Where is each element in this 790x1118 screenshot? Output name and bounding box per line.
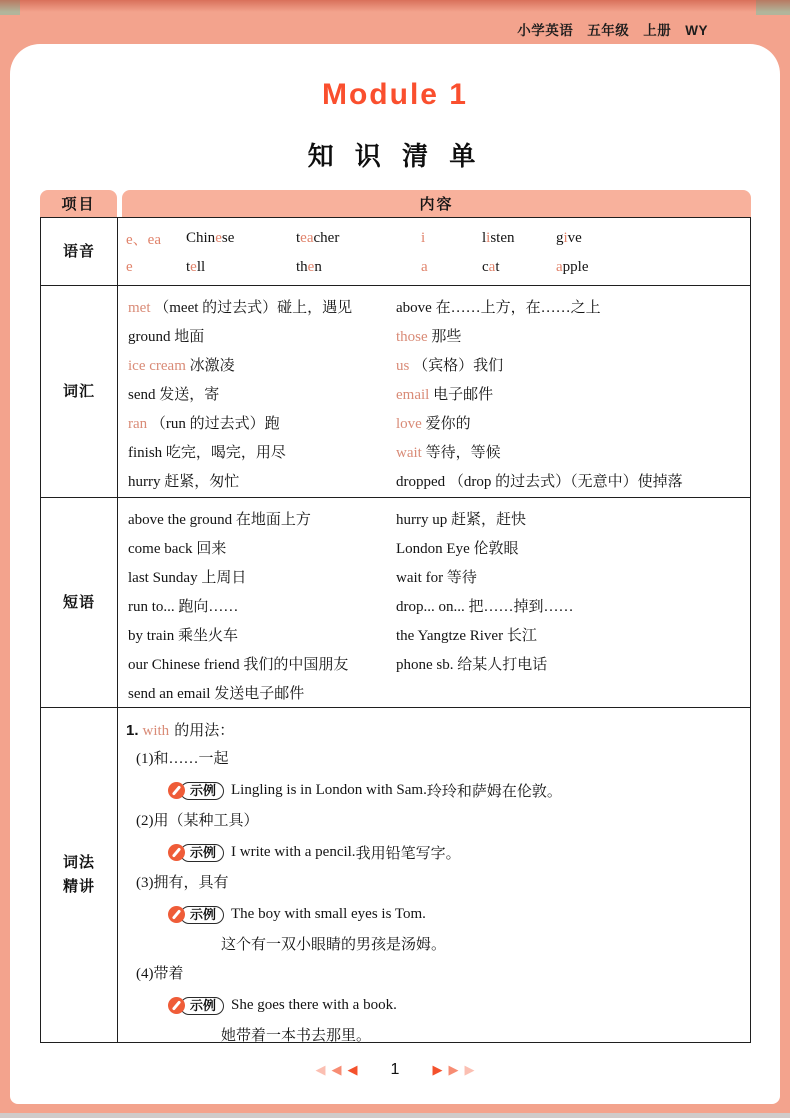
example-chinese: 她带着一本书去那里。 bbox=[221, 1028, 372, 1042]
english-term: email bbox=[396, 387, 430, 403]
page-title: 知 识 清 单 bbox=[307, 141, 483, 171]
book-top-edge bbox=[0, 0, 790, 12]
chinese-gloss: 发送电子邮件 bbox=[210, 686, 305, 702]
highlighted-letter: e bbox=[190, 259, 197, 275]
grammar-subpoint: (3)拥有，具有 bbox=[136, 875, 229, 891]
highlighted-letter: e bbox=[307, 259, 315, 275]
phrase-entry bbox=[396, 564, 750, 593]
chinese-gloss: 等待 bbox=[443, 570, 477, 586]
chinese-gloss: 回来 bbox=[192, 541, 227, 557]
phoneme-label: e bbox=[126, 259, 133, 275]
example-badge bbox=[168, 782, 224, 800]
highlighted-letter: a bbox=[556, 259, 563, 275]
vocab-entry bbox=[128, 410, 396, 439]
vocab-entry bbox=[396, 323, 750, 352]
phrase-entry bbox=[128, 506, 396, 535]
highlighted-letter: e bbox=[215, 230, 222, 246]
phrase-entry bbox=[128, 535, 396, 564]
vocab-entry bbox=[396, 410, 750, 439]
phrase-entry bbox=[396, 593, 750, 622]
table-row-vocab bbox=[41, 285, 750, 497]
english-term: ran bbox=[128, 416, 148, 432]
vocab-entry bbox=[396, 352, 750, 381]
chinese-gloss: 乘坐火车 bbox=[174, 628, 239, 644]
example-badge bbox=[168, 997, 224, 1015]
vocab-entry bbox=[396, 468, 750, 497]
grammar-heading-number: 1. bbox=[126, 722, 139, 739]
english-term: love bbox=[396, 416, 422, 432]
example-line bbox=[168, 898, 750, 931]
phoneme-label: e、ea bbox=[126, 232, 161, 248]
example-badge-label: 示例 bbox=[180, 906, 224, 924]
vocab-entry bbox=[128, 352, 396, 381]
grammar-heading bbox=[126, 716, 750, 745]
phrase-entry bbox=[128, 680, 396, 707]
english-term: above the ground bbox=[128, 512, 233, 528]
prev-arrows-icon bbox=[313, 1060, 361, 1080]
chinese-gloss: 爱你的 bbox=[421, 416, 471, 432]
grammar-content bbox=[118, 708, 750, 1042]
left-triangle-icon: ◀ bbox=[347, 1062, 358, 1077]
phrases-content bbox=[118, 498, 750, 707]
english-term: hurry up bbox=[396, 512, 448, 528]
example-english: I write with a pencil. bbox=[231, 844, 356, 860]
english-term: wait for bbox=[396, 570, 444, 586]
example-badge bbox=[168, 844, 224, 862]
phrase-entry bbox=[128, 651, 396, 680]
english-term: run to... bbox=[128, 599, 175, 615]
english-term: ice cream bbox=[128, 358, 186, 374]
english-term: last Sunday bbox=[128, 570, 198, 586]
vocab-entry bbox=[128, 381, 396, 410]
highlighted-letter: ea bbox=[300, 230, 314, 246]
chinese-gloss: 赶紧，匆忙 bbox=[160, 474, 240, 490]
chinese-gloss: 长江 bbox=[503, 628, 537, 644]
example-badge-label: 示例 bbox=[180, 997, 224, 1015]
english-term: finish bbox=[128, 445, 163, 461]
chinese-gloss: 我们的中国朋友 bbox=[239, 657, 349, 673]
example-badge bbox=[168, 906, 224, 924]
chinese-gloss: 电子邮件 bbox=[429, 387, 494, 403]
phoneme-label: i bbox=[421, 230, 426, 246]
english-term: dropped bbox=[396, 474, 446, 490]
chinese-gloss: （meet 的过去式）碰上，遇见 bbox=[150, 300, 353, 316]
phonics-word: give bbox=[556, 230, 582, 246]
table-row-phonics bbox=[41, 218, 750, 285]
chinese-gloss: 等待，等候 bbox=[421, 445, 501, 461]
chinese-gloss: （宾格）我们 bbox=[409, 358, 504, 374]
vocab-entry bbox=[128, 468, 396, 497]
phonics-word: apple bbox=[556, 259, 589, 275]
phonics-word: cat bbox=[482, 259, 500, 275]
phrase-entry bbox=[128, 622, 396, 651]
example-badge-label: 示例 bbox=[180, 782, 224, 800]
vocab-entry bbox=[396, 294, 750, 323]
english-term: send bbox=[128, 387, 156, 403]
pencil-icon bbox=[168, 844, 185, 861]
table-header-row bbox=[40, 190, 751, 217]
row-label-grammar: 词法 精讲 bbox=[41, 708, 118, 1042]
english-term: wait bbox=[396, 445, 422, 461]
chinese-gloss: （run 的过去式）跑 bbox=[147, 416, 280, 432]
highlighted-letter: i bbox=[563, 230, 568, 246]
phonics-word: then bbox=[296, 259, 322, 275]
phonics-line bbox=[126, 253, 750, 282]
english-term: come back bbox=[128, 541, 193, 557]
grammar-subpoint: (4)带着 bbox=[136, 966, 184, 982]
phrase-entry bbox=[396, 506, 750, 535]
english-term: hurry bbox=[128, 474, 161, 490]
phonics-word: Chinese bbox=[186, 230, 235, 246]
phrase-entry bbox=[128, 593, 396, 622]
example-chinese: 这个有一双小眼睛的男孩是汤姆。 bbox=[221, 937, 447, 953]
module-title: Module 1 bbox=[321, 78, 468, 111]
table-row-grammar bbox=[41, 707, 750, 1042]
english-term: ground bbox=[128, 329, 171, 345]
right-triangle-icon: ▶ bbox=[448, 1062, 459, 1077]
pencil-icon bbox=[168, 906, 185, 923]
vocab-left-column bbox=[128, 294, 396, 497]
chinese-gloss: 吃完，喝完，用尽 bbox=[162, 445, 286, 461]
phrase-entry bbox=[396, 651, 750, 680]
chinese-gloss: 冰激凌 bbox=[185, 358, 235, 374]
chinese-gloss: 在地面上方 bbox=[232, 512, 311, 528]
right-triangle-icon: ▶ bbox=[432, 1062, 443, 1077]
phonics-word: tell bbox=[186, 259, 206, 275]
next-arrows-icon bbox=[429, 1060, 477, 1080]
chinese-gloss: 上周日 bbox=[197, 570, 247, 586]
left-triangle-icon: ◀ bbox=[331, 1062, 342, 1077]
english-term: the Yangtze River bbox=[396, 628, 504, 644]
column-header-content: 内容 bbox=[122, 190, 751, 217]
phrases-right-column bbox=[396, 506, 750, 707]
english-term: above bbox=[396, 300, 432, 316]
vocab-entry bbox=[128, 323, 396, 352]
phrase-entry bbox=[128, 564, 396, 593]
edition-label: 小学英语 五年级 上册 WY bbox=[517, 23, 708, 38]
grammar-heading-text: 的用法： bbox=[174, 723, 235, 739]
vocab-entry bbox=[128, 294, 396, 323]
chinese-gloss: 赶紧，赶快 bbox=[447, 512, 527, 528]
english-term: those bbox=[396, 329, 428, 345]
page bbox=[10, 44, 780, 1104]
example-english: Lingling is in London with Sam. bbox=[231, 782, 427, 798]
highlighted-letter: i bbox=[486, 230, 491, 246]
grammar-subpoint: (1)和……一起 bbox=[136, 751, 229, 767]
english-term: send an email bbox=[128, 686, 211, 702]
row-label-phonics: 语音 bbox=[41, 218, 118, 285]
phrase-entry bbox=[396, 622, 750, 651]
grammar-subpoint: (2)用（某种工具） bbox=[136, 813, 259, 829]
row-label-phrases: 短语 bbox=[41, 498, 118, 707]
row-label-vocab: 词汇 bbox=[41, 286, 118, 497]
english-term: met bbox=[128, 300, 151, 316]
example-line bbox=[168, 774, 750, 807]
phonics-line bbox=[126, 224, 750, 253]
chinese-gloss: 伦敦眼 bbox=[469, 541, 519, 557]
example-chinese: 我用铅笔写字。 bbox=[355, 846, 461, 862]
english-term: London Eye bbox=[396, 541, 470, 557]
phoneme-label: a bbox=[421, 259, 428, 275]
chinese-gloss: 给某人打电话 bbox=[453, 657, 548, 673]
chinese-gloss: 跑向…… bbox=[174, 599, 239, 615]
example-chinese: 玲玲和萨姆在伦敦。 bbox=[426, 784, 562, 800]
english-term: phone sb. bbox=[396, 657, 454, 673]
column-header-item: 项目 bbox=[40, 190, 117, 217]
chinese-gloss: 发送，寄 bbox=[155, 387, 220, 403]
phonics-word: listen bbox=[482, 230, 515, 246]
phrase-entry bbox=[396, 535, 750, 564]
example-badge-label: 示例 bbox=[180, 844, 224, 862]
english-term: us bbox=[396, 358, 410, 374]
phrases-left-column bbox=[128, 506, 396, 707]
chinese-gloss: （drop 的过去式）（无意中）使掉落 bbox=[445, 474, 683, 490]
example-line bbox=[168, 989, 750, 1022]
example-english: The boy with small eyes is Tom. bbox=[231, 906, 426, 922]
page-number: 1 bbox=[390, 1061, 400, 1078]
left-triangle-icon: ◀ bbox=[315, 1062, 326, 1077]
grammar-keyword: with bbox=[142, 723, 170, 739]
english-term: our Chinese friend bbox=[128, 657, 240, 673]
knowledge-table bbox=[40, 190, 751, 1043]
english-term: drop... on... bbox=[396, 599, 465, 615]
vocab-entry bbox=[396, 439, 750, 468]
chinese-gloss: 把……掉到…… bbox=[464, 599, 574, 615]
phonics-content bbox=[118, 218, 750, 285]
english-term: by train bbox=[128, 628, 175, 644]
vocab-content bbox=[118, 286, 750, 497]
chinese-gloss: 在……上方，在……之上 bbox=[431, 300, 601, 316]
vocab-entry bbox=[128, 439, 396, 468]
right-triangle-icon: ▶ bbox=[464, 1062, 475, 1077]
photo-bottom-edge bbox=[0, 1113, 790, 1118]
pencil-icon bbox=[168, 997, 185, 1014]
example-line bbox=[168, 836, 750, 869]
vocab-entry bbox=[396, 381, 750, 410]
vocab-right-column bbox=[396, 294, 750, 497]
highlighted-letter: a bbox=[488, 259, 496, 275]
pencil-icon bbox=[168, 782, 185, 799]
chinese-gloss: 那些 bbox=[427, 329, 462, 345]
table-row-phrases bbox=[41, 497, 750, 707]
example-english: She goes there with a book. bbox=[231, 997, 397, 1013]
table-body bbox=[40, 217, 751, 1043]
page-footer bbox=[10, 1060, 780, 1080]
phonics-word: teacher bbox=[296, 230, 340, 246]
chinese-gloss: 地面 bbox=[170, 329, 205, 345]
